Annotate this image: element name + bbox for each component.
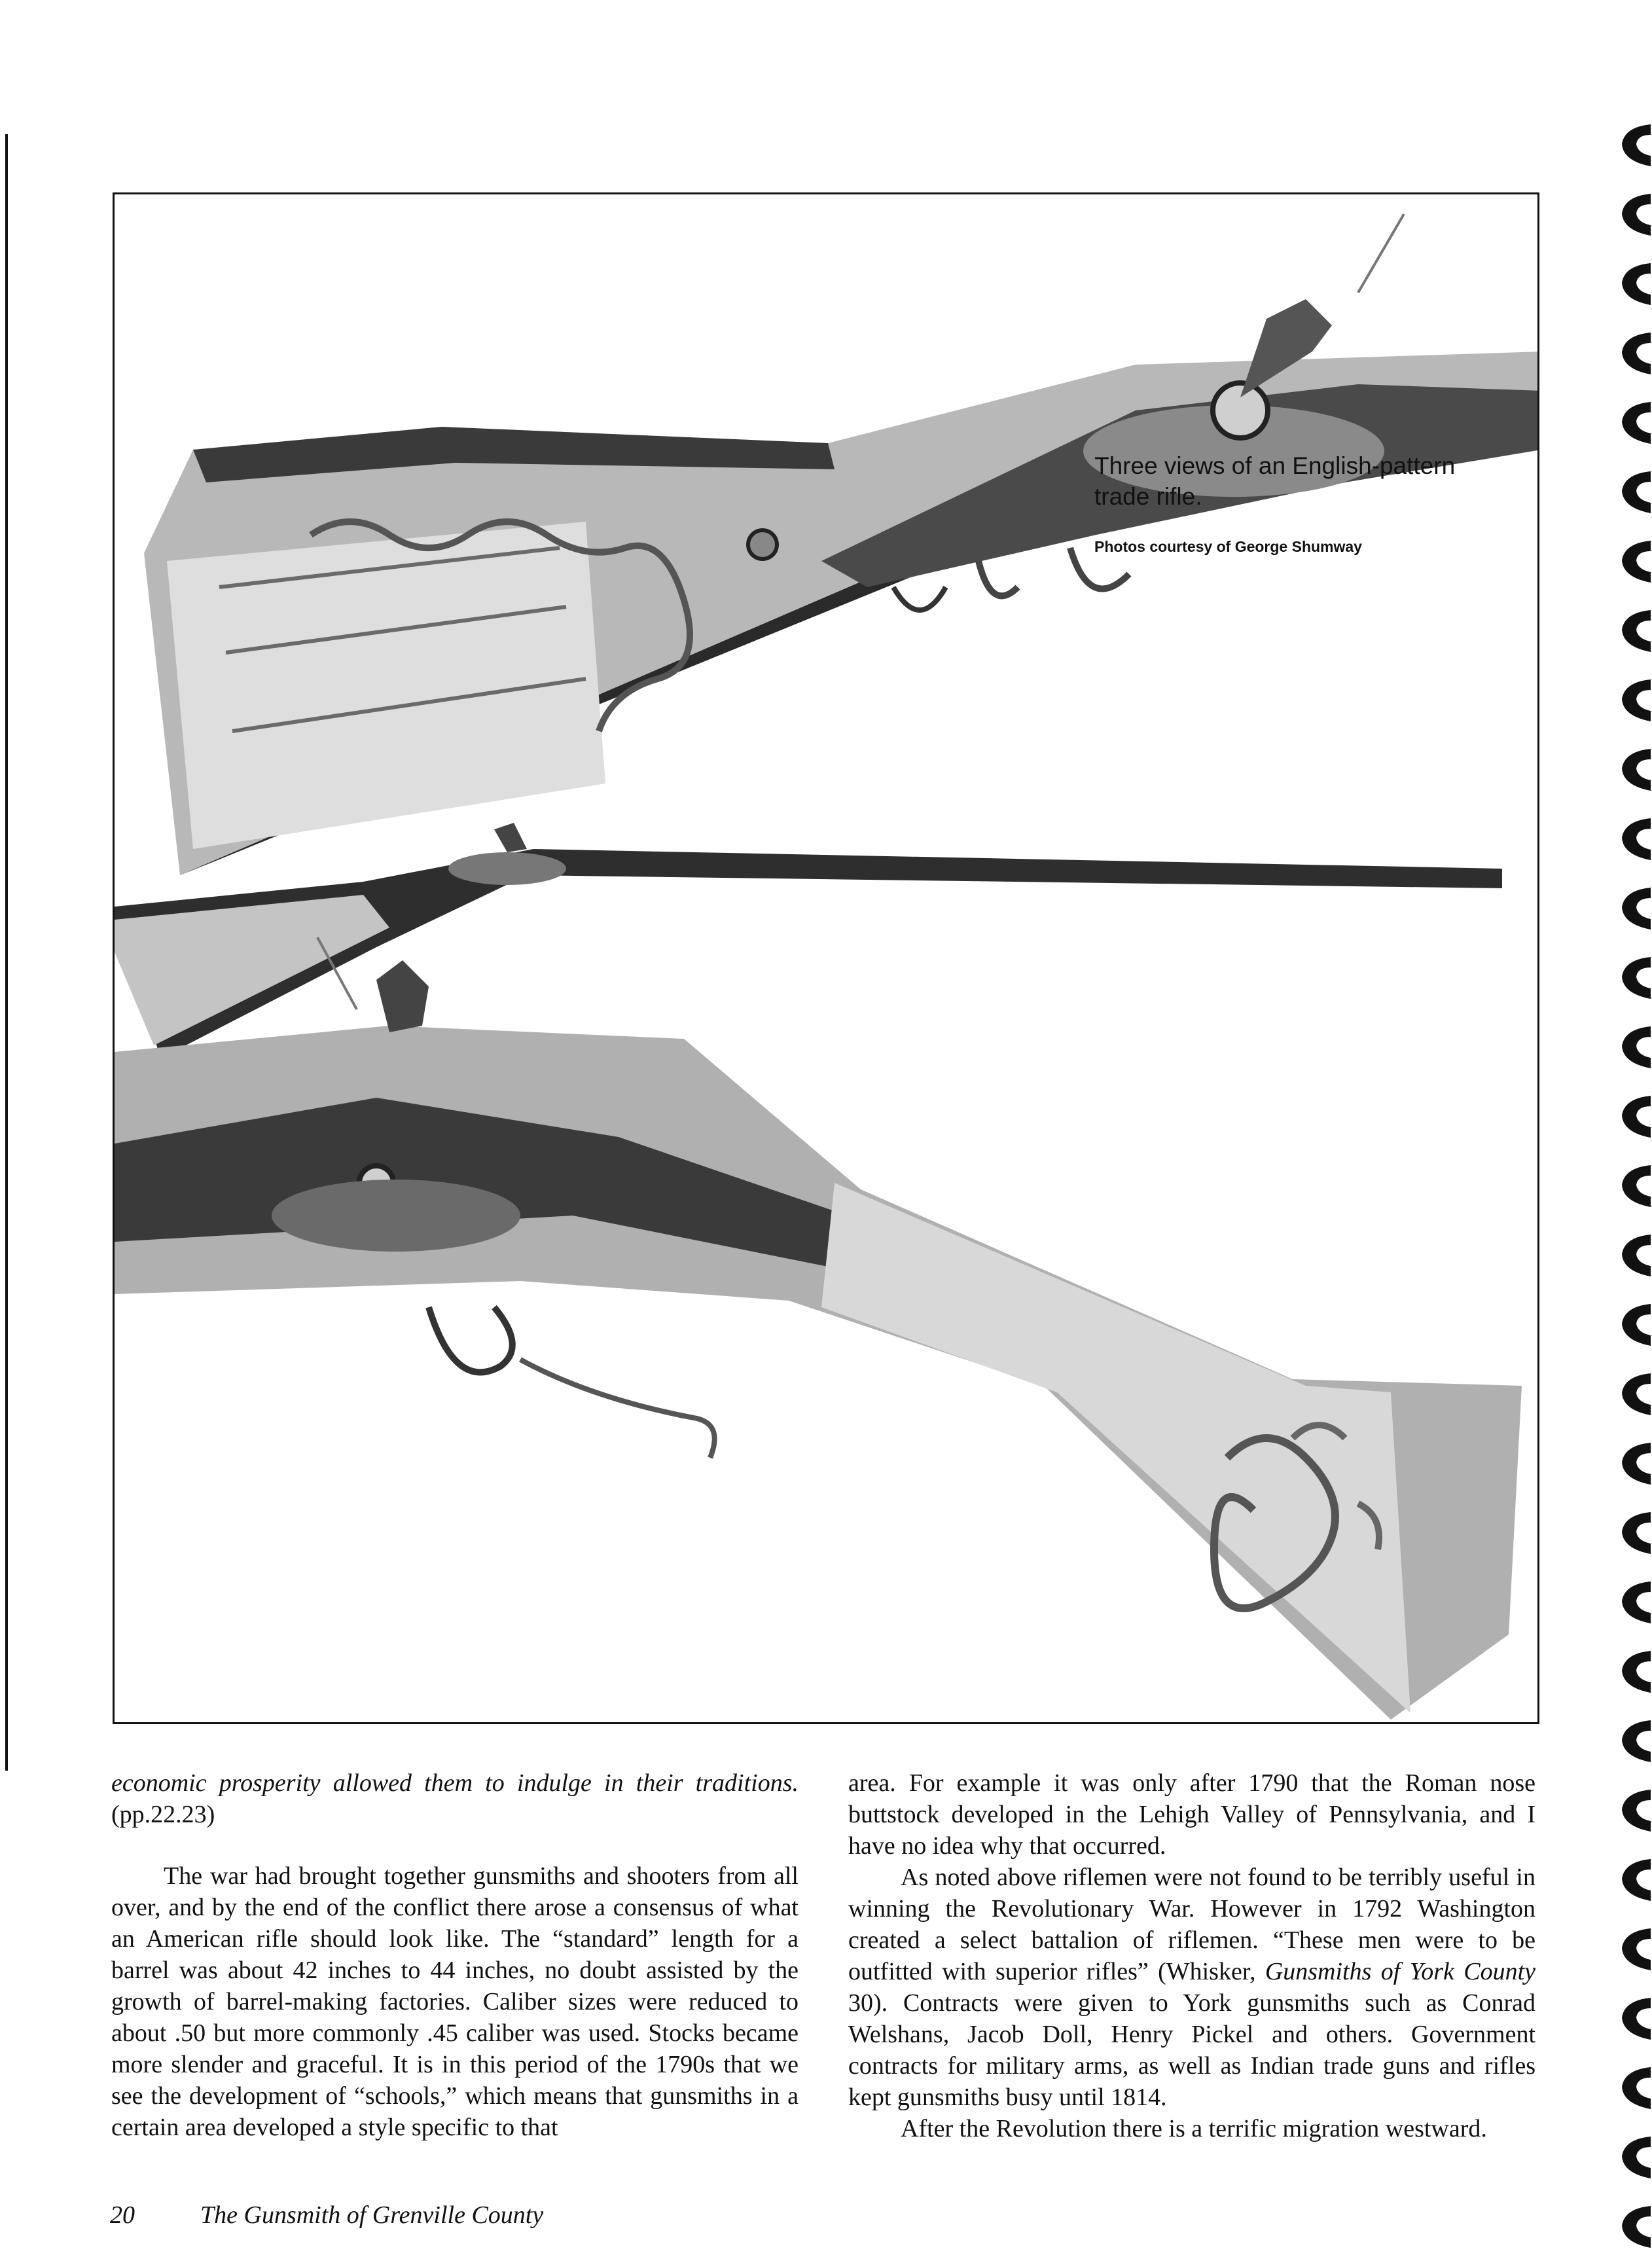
binding-coil bbox=[1622, 2206, 1651, 2248]
binding-coil bbox=[1622, 1512, 1651, 1554]
binding-coil bbox=[1622, 679, 1651, 721]
binding-coil bbox=[1622, 888, 1651, 930]
rifle-photo-figure bbox=[113, 192, 1539, 1724]
binding-coil bbox=[1622, 402, 1651, 444]
binding-coil bbox=[1622, 610, 1651, 652]
paragraph-quote-end bbox=[111, 1767, 799, 1830]
rifle-view-middle bbox=[115, 823, 1502, 1058]
binding-coil bbox=[1622, 194, 1651, 236]
binding-coil bbox=[1622, 818, 1651, 860]
binding-coil bbox=[1622, 1165, 1651, 1207]
binding-coil bbox=[1622, 1720, 1651, 1762]
binding-coil bbox=[1622, 541, 1651, 583]
binding-coil bbox=[1622, 1651, 1651, 1693]
page-footer bbox=[110, 2201, 543, 2230]
spiral-binding bbox=[1606, 111, 1652, 2257]
binding-coil bbox=[1622, 2137, 1651, 2178]
caption-text: Three views of an English-pattern trade rifle. bbox=[1094, 452, 1456, 510]
binding-coil bbox=[1622, 1026, 1651, 1068]
binding-coil bbox=[1622, 957, 1651, 999]
binding-coil bbox=[1622, 1928, 1651, 1970]
binding-coil bbox=[1622, 749, 1651, 791]
riflemen-text-a: As noted above riflemen were not found to be terribly useful in winning the Revolutionary War. However in 1792 Washington created a select battalion of riflemen. “These men were to be outfitted with superior rifles” (Whisker, bbox=[848, 1864, 1535, 1985]
paragraph-roman-nose: area. For example it was only after 1790 that the Roman nose buttstock developed in the Lehigh Valley of Pennsylvania, and I have no idea why that occurred. bbox=[848, 1769, 1535, 1860]
binding-coil bbox=[1622, 333, 1651, 374]
rifle-view-bottom bbox=[115, 937, 1522, 1720]
binding-coil bbox=[1622, 1235, 1651, 1276]
binding-coil bbox=[1622, 1581, 1651, 1623]
page-number: 20 bbox=[110, 2201, 135, 2229]
quote-text: economic prosperity allowed them to indulge in their traditions. bbox=[111, 1769, 799, 1797]
paragraph-riflemen bbox=[848, 1862, 1535, 2113]
photo-credit: Photos courtesy of George Shumway bbox=[1094, 538, 1362, 555]
riflemen-citation: Gunsmiths of York County bbox=[1265, 1958, 1536, 1985]
binding-coil bbox=[1622, 124, 1651, 166]
binding-coil bbox=[1622, 1790, 1651, 1832]
quote-citation: (pp.22.23) bbox=[111, 1801, 215, 1828]
binding-coil bbox=[1622, 471, 1651, 513]
rifle-photographs bbox=[115, 194, 1539, 1724]
binding-coil bbox=[1622, 1998, 1651, 2040]
text-column-left bbox=[111, 1767, 799, 2143]
binding-coil bbox=[1622, 1443, 1651, 1485]
binding-coil bbox=[1622, 263, 1651, 305]
paragraph-migration: After the Revolution there is a terrific migration westward. bbox=[901, 2115, 1487, 2142]
binding-coil bbox=[1622, 1373, 1651, 1415]
binding-coil bbox=[1622, 1096, 1651, 1138]
figure-caption bbox=[1094, 450, 1461, 556]
paragraph-war-consensus: The war had brought together gunsmiths and shooters from all over, and by the end of the conflict there arose a consensus of what an American rifle should look like. The “standard” length for a barrel was about 42 inches to 44 inches, no doubt assisted by the growth of barrel-making factories. Caliber sizes were reduced to about .50 but more commonly .45 caliber was used. Stocks became more slender and graceful. It is in this period of the 1790s that we see the development of “schools,” which means that gunsmiths in a certain area developed a style specific to that bbox=[111, 1862, 799, 2141]
riflemen-text-b: 30). Contracts were given to York gunsmiths such as Conrad Welshans, Jacob Doll, Henry Pickel and others. Government contracts for military arms, as well as Indian trade guns and rifles kept gunsmiths busy until 1814. bbox=[848, 1989, 1535, 2111]
binding-coil bbox=[1622, 1304, 1651, 1346]
text-column-right bbox=[848, 1767, 1535, 2144]
book-title: The Gunsmith of Grenville County bbox=[200, 2201, 544, 2229]
left-margin-rule bbox=[5, 134, 8, 1771]
binding-coil bbox=[1622, 2067, 1651, 2109]
binding-coil bbox=[1622, 1859, 1651, 1901]
